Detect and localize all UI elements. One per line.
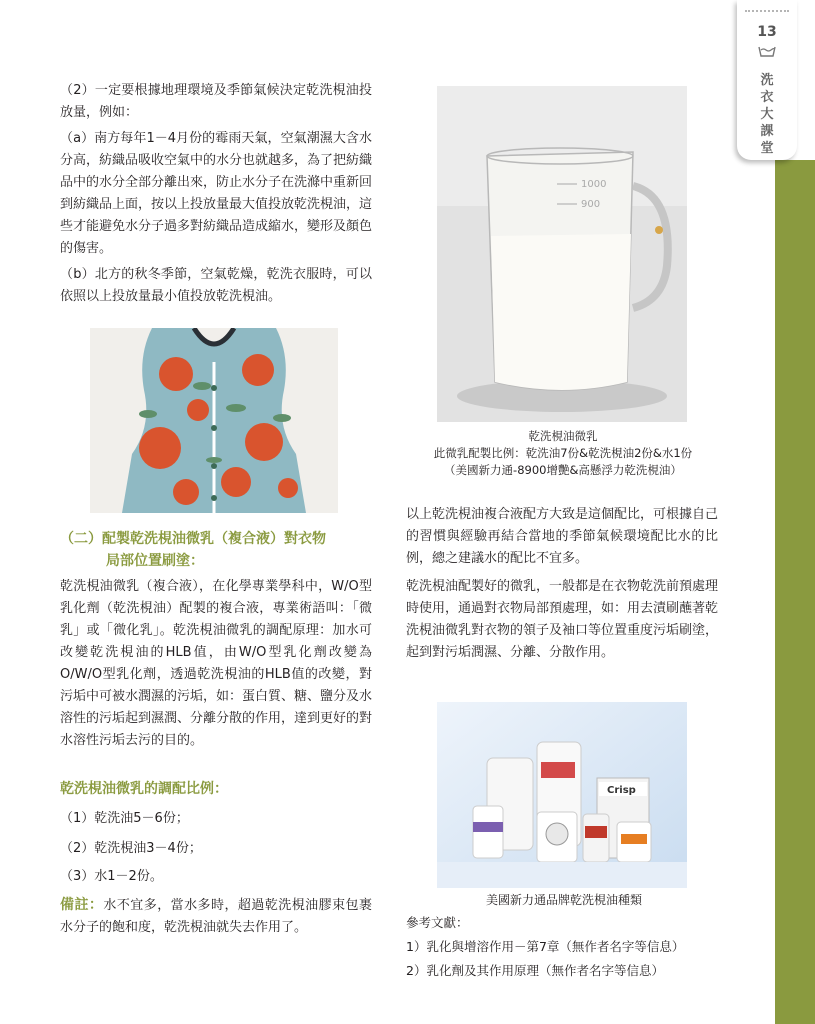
section-title-char: 洗 — [760, 73, 774, 88]
cup-mark-900: 900 — [581, 199, 601, 210]
ratio-item: （1）乾洗油5－6份； — [60, 811, 189, 826]
measuring-cup-photo — [437, 86, 687, 422]
paragraph-dosage-intro: （2）一定要根據地理環境及季節氣候決定乾洗梘油投放量，例如： — [60, 83, 372, 120]
ratio-item: （3）水1－2份。 — [60, 869, 163, 884]
products-caption: 美國新力通品牌乾洗梘油種類 — [485, 893, 642, 907]
section-title-char: 課 — [760, 124, 774, 139]
references-title: 參考文獻： — [406, 915, 469, 930]
paragraph-ratio-summary: 以上乾洗梘油複合液配方大致是這個配比，可根據自己的習慣與經驗再結合當地的季節氣候環境配比水的比例，總之建議水的配比不宜多。 — [406, 507, 719, 566]
page-tab — [737, 0, 797, 160]
section-title-char: 大 — [760, 107, 774, 122]
paragraph-south-climate: （a）南方每年1－4月份的霉雨天氣，空氣潮濕大含水分高，紡織品吸收空氣中的水分也就越多，為了把紡織品中的水分全部分離出來，防止水分子在洗滌中重新回到紡織品上面，按以上投放量最大值投放乾洗梘油，這些才能避免水分子過多對紡織品造成縮水，變形及顏色的傷害。 — [60, 131, 373, 256]
note-text: 水不宜多，當水多時，超過乾洗梘油膠束包裹水分子的飽和度，乾洗梘油就失去作用了。 — [60, 898, 372, 935]
section-title — [737, 72, 797, 157]
note-paragraph — [60, 894, 372, 939]
reference-item: 2）乳化劑及其作用原理（無作者名字等信息） — [406, 963, 664, 978]
products-photo — [437, 702, 687, 888]
tab-dotted-line — [745, 10, 789, 12]
section-heading-line: （二）配製乾洗梘油微乳（複合液）對衣物 — [60, 531, 326, 547]
section-heading-emulsion — [60, 528, 378, 572]
cup-caption-ratio: 此微乳配製比例：乾洗油7份&乾洗梘油2份&水1份 — [433, 446, 693, 460]
cup-mark-1000: 1000 — [581, 179, 607, 190]
cup-caption — [408, 428, 718, 479]
page-number: 13 — [757, 24, 777, 40]
vest-photo — [90, 328, 338, 513]
cup-caption-product: （美國新力通-8900增艷&高懸浮力乾洗梘油） — [444, 463, 682, 477]
reference-item: 1）乳化與增溶作用－第7章（無作者名字等信息） — [406, 939, 685, 954]
box-brand-label: Crisp — [607, 785, 636, 796]
ratio-item: （2）乾洗梘油3－4份； — [60, 841, 202, 856]
section-heading-line: 局部位置刷塗： — [106, 553, 204, 569]
side-accent-bar — [775, 160, 815, 1024]
paragraph-pretreatment: 乾洗梘油配製好的微乳，一般都是在衣物乾洗前預處理時使用，通過對衣物局部預處理，如：用去漬刷蘸著乾洗梘油微乳對衣物的領子及袖口等位置重度污垢刷塗，起到對污垢潤濕、分離、分散作用。 — [406, 579, 719, 660]
cup-caption-title: 乾洗梘油微乳 — [528, 429, 598, 443]
paragraph-north-climate: （b）北方的秋冬季節，空氣乾燥，乾洗衣服時，可以依照以上投放量最小值投放乾洗梘油。 — [60, 267, 372, 304]
section-title-char: 堂 — [760, 141, 774, 156]
note-label: 備註： — [60, 897, 104, 913]
ratio-heading: 乾洗梘油微乳的調配比例： — [60, 781, 228, 797]
section-title-char: 衣 — [760, 90, 774, 105]
paragraph-emulsion-principle: 乾洗梘油微乳（複合液），在化學專業學科中，W/O型乳化劑（乾洗梘油）配製的複合液，專業術語叫：「微乳」或「微化乳」。乾洗梘油微乳的調配原理：加水可改變乾洗梘油的HLB值，由W/O型乳化劑改變為O/W/O型乳化劑，透過乾洗梘油的HLB值的改變，對污垢中可被水潤濕的污垢，如：蛋白質、糖、鹽分及水溶性的污垢起到濕潤、分離分散的作用，達到更好的對水溶性污垢去污的目的。 — [60, 579, 373, 748]
wash-basin-icon — [758, 44, 776, 58]
